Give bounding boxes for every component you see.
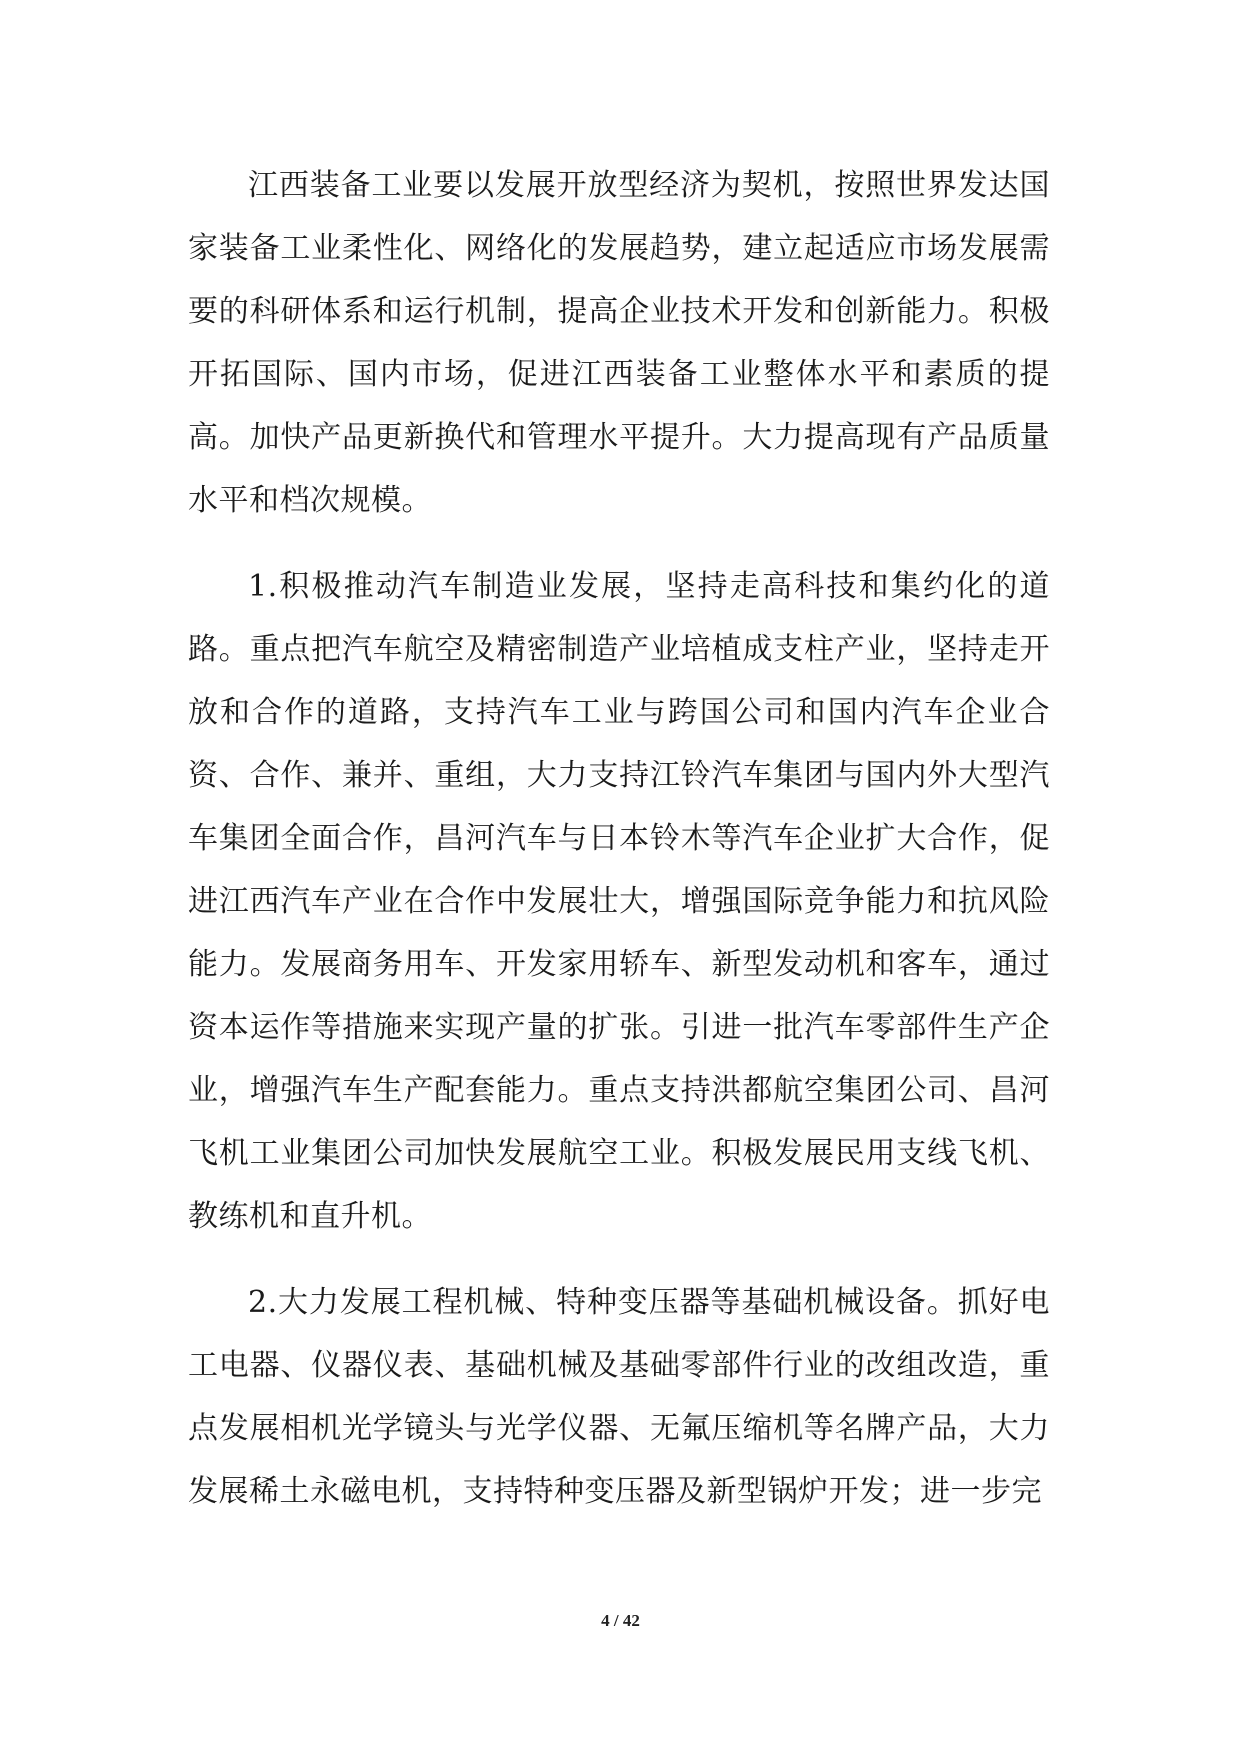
page-number: 4 / 42: [601, 1611, 640, 1630]
paragraph-automotive: 1.积极推动汽车制造业发展，坚持走高科技和集约化的道路。重点把汽车航空及精密制造产业培植成支柱产业，坚持走开放和合作的道路，支持汽车工业与跨国公司和国内汽车企业合资、合作、兼并、重组，大力支持江铃汽车集团与国内外大型汽车集团全面合作，昌河汽车与日本铃木等汽车企业扩大合作，促进江西汽车产业在合作中发展壮大，增强国际竞争能力和抗风险能力。发展商务用车、开发家用轿车、新型发动机和客车，通过资本运作等措施来实现产量的扩张。引进一批汽车零部件生产企业，增强汽车生产配套能力。重点支持洪都航空集团公司、昌河飞机工业集团公司加快发展航空工业。积极发展民用支线飞机、教练机和直升机。: [188, 569, 1050, 1234]
paragraph-intro: 江西装备工业要以发展开放型经济为契机，按照世界发达国家装备工业柔性化、网络化的发展趋势，建立起适应市场发展需要的科研体系和运行机制，提高企业技术开发和创新能力。积极开拓国际、国内市场，促进江西装备工业整体水平和素质的提高。加快产品更新换代和管理水平提升。大力提高现有产品质量水平和档次规模。: [188, 168, 1050, 518]
paragraph-machinery: 2.大力发展工程机械、特种变压器等基础机械设备。抓好电工电器、仪器仪表、基础机械及基础零部件行业的改组改造，重点发展相机光学镜头与光学仪器、无氟压缩机等名牌产品，大力发展稀土永磁电机，支持特种变压器及新型锅炉开发；进一步完: [188, 1285, 1050, 1509]
page-body: [188, 154, 1050, 1523]
